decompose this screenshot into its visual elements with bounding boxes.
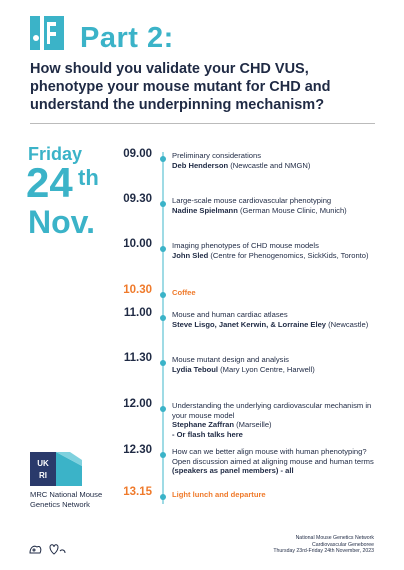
time-0930: 09.30 bbox=[123, 193, 152, 205]
time-1100: 11.00 bbox=[123, 307, 152, 319]
timeline-dot bbox=[160, 452, 166, 458]
timeline-dot bbox=[160, 246, 166, 252]
timeline-dot bbox=[160, 292, 166, 298]
agenda-speaker: Lydia Teboul bbox=[172, 364, 218, 374]
agenda-note: (speakers as panel members) - all bbox=[172, 466, 294, 475]
agenda-title: Imaging phenotypes of CHD mouse models bbox=[172, 241, 319, 250]
time-0900: 09.00 bbox=[123, 148, 152, 160]
agenda-title: Mouse and human cardiac atlases bbox=[172, 310, 288, 319]
mouse-heart-icons bbox=[28, 541, 68, 557]
agenda-title: Preliminary considerations bbox=[172, 151, 262, 160]
agenda-affiliation: (Marseille) bbox=[234, 420, 272, 429]
agenda-affiliation: (Newcastle) bbox=[326, 319, 369, 329]
session-question: How should you validate your CHD VUS, phenotype your mouse mutant for CHD and understand the underpinning mechanism? bbox=[30, 61, 331, 113]
agenda-affiliation: (Newcastle and NMGN) bbox=[228, 160, 311, 170]
timeline-dot bbox=[160, 360, 166, 366]
svg-text:UK: UK bbox=[37, 459, 49, 468]
network-name: MRC National Mouse Genetics Network bbox=[30, 490, 103, 509]
agenda-title: How can we better align mouse with human phenotyping? Open discussion aimed at aligning mouse and human terms bbox=[172, 447, 374, 466]
agenda-affiliation: (German Mouse Clinic, Munich) bbox=[237, 205, 347, 215]
timeline-dot bbox=[160, 315, 166, 321]
date-number: 24 bbox=[26, 159, 73, 206]
agenda-item bbox=[172, 355, 382, 374]
agenda-speaker: Steve Lisgo, Janet Kerwin, & Lorraine Eley bbox=[172, 319, 327, 329]
svg-text:RI: RI bbox=[39, 471, 47, 480]
time-1200: 12.00 bbox=[123, 398, 152, 410]
nmgn-logo-icon bbox=[30, 16, 64, 50]
agenda-affiliation: (Mary Lyon Centre, Harwell) bbox=[218, 364, 315, 374]
agenda-speaker: Nadine Spielmann bbox=[172, 205, 238, 215]
part-title: Part 2: bbox=[80, 22, 174, 54]
agenda-speaker: John Sled bbox=[172, 250, 209, 260]
agenda-item bbox=[172, 196, 382, 215]
agenda-title: Mouse mutant design and analysis bbox=[172, 355, 289, 364]
agenda-item bbox=[172, 447, 382, 476]
agenda-speaker: Deb Henderson bbox=[172, 160, 229, 170]
agenda-item-lunch bbox=[172, 490, 382, 500]
agenda-item-coffee bbox=[172, 288, 382, 298]
date-day: Friday bbox=[28, 144, 83, 164]
date-month: Nov. bbox=[28, 204, 95, 240]
time-1230: 12.30 bbox=[123, 444, 152, 456]
agenda-title: Coffee bbox=[172, 288, 196, 297]
time-1315: 13.15 bbox=[123, 486, 152, 498]
header-divider bbox=[30, 123, 375, 124]
time-1030: 10.30 bbox=[123, 284, 152, 296]
timeline-dot bbox=[160, 406, 166, 412]
timeline-dot bbox=[160, 201, 166, 207]
agenda-item bbox=[172, 151, 382, 170]
date-suffix: th bbox=[78, 165, 99, 190]
agenda-affiliation: (Centre for Phenogenomics, SickKids, Toronto) bbox=[208, 250, 369, 260]
agenda-speaker: Stephane Zaffran bbox=[172, 420, 235, 429]
agenda-item bbox=[172, 401, 382, 439]
agenda-item bbox=[172, 241, 382, 260]
timeline-dot bbox=[160, 494, 166, 500]
agenda-title: Light lunch and departure bbox=[172, 490, 266, 499]
agenda-title: Understanding the underlying cardiovascular mechanism in your mouse model bbox=[172, 401, 372, 420]
agenda-note: - Or flash talks here bbox=[172, 429, 243, 439]
agenda-title: Large-scale mouse cardiovascular phenotyping bbox=[172, 196, 332, 205]
agenda-item bbox=[172, 310, 382, 329]
timeline-dot bbox=[160, 156, 166, 162]
time-1000: 10.00 bbox=[123, 238, 152, 250]
footer-event-info: National Mouse Genetics Network Cardiovascular Geneboree Thursday 23rd-Friday 24th November, 2023 bbox=[273, 535, 374, 554]
ukri-logo-icon bbox=[30, 452, 82, 486]
time-1130: 11.30 bbox=[123, 352, 152, 364]
